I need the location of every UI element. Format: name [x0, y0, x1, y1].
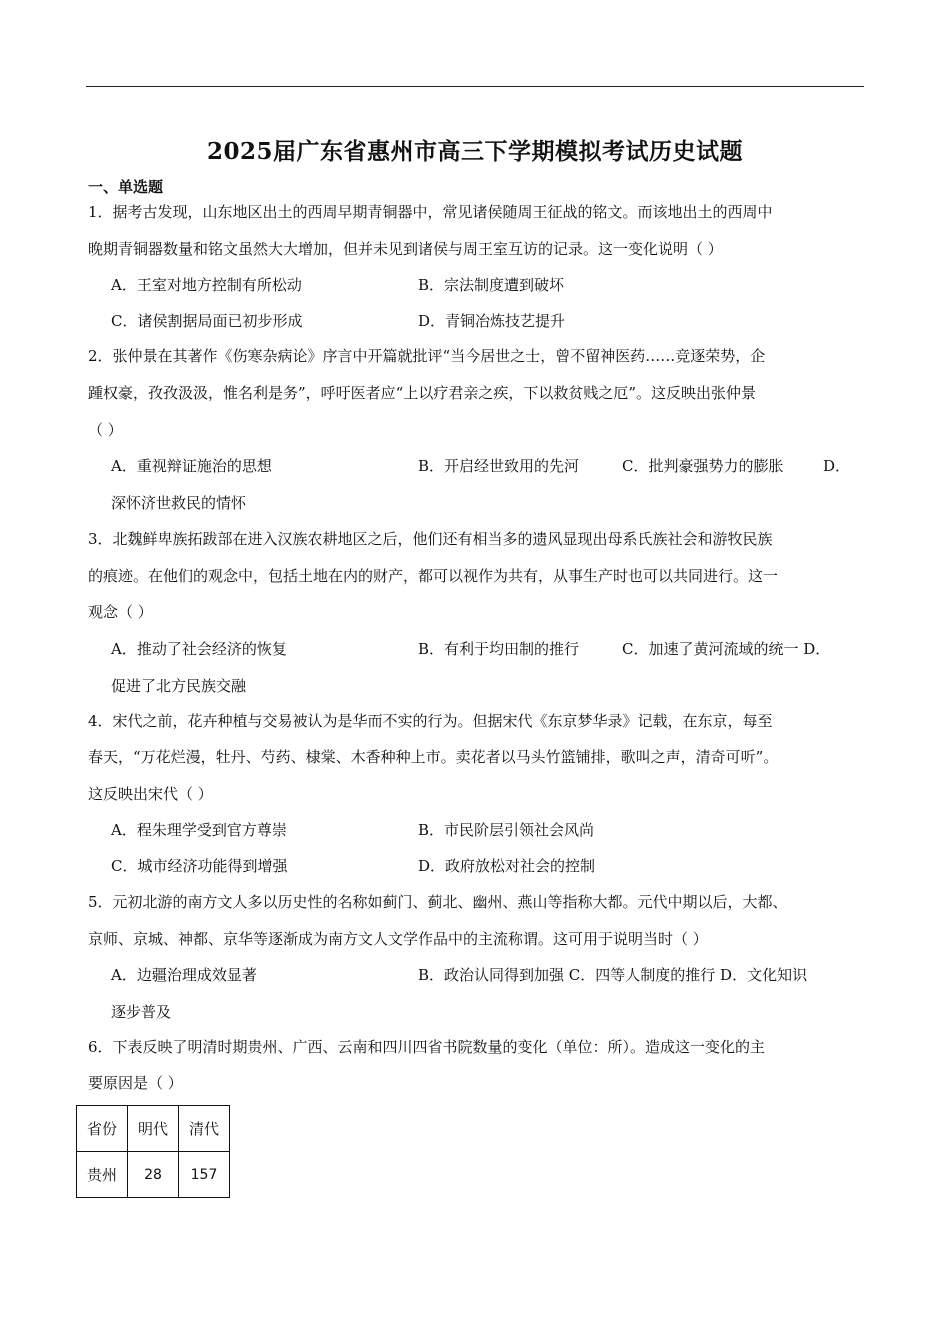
top-rule — [86, 86, 864, 87]
q4-option-b: B．市民阶层引领社会风尚 — [418, 821, 595, 839]
q6-stem-line-2: 要原因是（ ） — [88, 1074, 183, 1092]
q3-option-b: B．有利于均田制的推行 — [418, 640, 580, 658]
q4-option-c: C．城市经济功能得到增强 — [111, 857, 288, 875]
academy-count-table — [76, 1105, 230, 1198]
q3-stem-line-2: 的痕迹。在他们的观念中，包括土地在内的财产，都可以视作为共有，从事生产时也可以共同进行。这一 — [88, 567, 779, 585]
q4-stem-line-2: 春天，“万花烂漫，牡丹、芍药、棣棠、木香种种上市。卖花者以马头竹篮铺排，歌叫之声，清奇可听”。 — [88, 748, 779, 766]
table-header-cell: 明代 — [128, 1106, 179, 1152]
table-header-row — [77, 1106, 230, 1152]
q2-option-d: 深怀济世救民的情怀 — [111, 494, 247, 512]
page-title: 2025届广东省惠州市高三下学期模拟考试历史试题 — [206, 138, 743, 165]
q3-option-d: 促进了北方民族交融 — [111, 677, 247, 695]
table-cell: 157 — [179, 1152, 230, 1198]
q3-option-c: C．加速了黄河流域的统一 D． — [622, 640, 831, 658]
q2-stem-line-3: （ ） — [88, 421, 123, 439]
q4-stem-line-3: 这反映出宋代（ ） — [88, 785, 213, 803]
q1-option-c: C．诸侯割据局面已初步形成 — [111, 312, 303, 330]
table-cell: 贵州 — [77, 1152, 128, 1198]
q1-stem-line-2: 晚期青铜器数量和铭文虽然大大增加，但并未见到诸侯与周王室互访的记录。这一变化说明（ ） — [88, 240, 723, 258]
q5-stem-line-1: 5．元初北游的南方文人多以历史性的名称如蓟门、蓟北、幽州、燕山等指称大都。元代中期以后，大都、 — [88, 893, 788, 911]
q3-stem-line-3: 观念（ ） — [88, 603, 153, 621]
q1-stem-line-1: 1．据考古发现，山东地区出土的西周早期青铜器中，常见诸侯随周王征战的铭文。而该地出土的西周中 — [88, 203, 773, 221]
q2-option-d-letter: D． — [823, 457, 851, 475]
table-row — [77, 1152, 230, 1198]
q1-option-a: A．王室对地方控制有所松动 — [111, 276, 302, 294]
q6-stem-line-1: 6．下表反映了明清时期贵州、广西、云南和四川四省书院数量的变化（单位：所）。造成这一变化的主 — [88, 1038, 766, 1056]
q2-option-a: A．重视辩证施治的思想 — [111, 457, 272, 475]
q3-option-a: A．推动了社会经济的恢复 — [111, 640, 287, 658]
q3-stem-line-1: 3．北魏鲜卑族拓跋部在进入汉族农耕地区之后，他们还有相当多的遗风显现出母系氏族社会和游牧民族 — [88, 530, 773, 548]
q5-option-b-c-d: B．政治认同得到加强 C．四等人制度的推行 D．文化知识 — [418, 966, 808, 984]
q4-stem-line-1: 4．宋代之前，花卉种植与交易被认为是华而不实的行为。但据宋代《东京梦华录》记载，在东京，每至 — [88, 712, 773, 730]
q5-stem-line-2: 京师、京城、神都、京华等逐渐成为南方文人文学作品中的主流称谓。这可用于说明当时（ ） — [88, 930, 708, 948]
q2-option-b: B．开启经世致用的先河 — [418, 457, 580, 475]
q5-option-a: A．边疆治理成效显著 — [111, 966, 257, 984]
table-header-cell: 清代 — [179, 1106, 230, 1152]
section-heading: 一、单选题 — [88, 178, 164, 196]
table-cell: 28 — [128, 1152, 179, 1198]
table-header-cell: 省份 — [77, 1106, 128, 1152]
q4-option-a: A．程朱理学受到官方尊崇 — [111, 821, 287, 839]
q2-stem-line-1: 2．张仲景在其著作《伤寒杂病论》序言中开篇就批评“当今居世之士，曾不留神医药……竞逐荣势，企 — [88, 347, 766, 365]
q2-option-c: C．批判豪强势力的膨胀 — [622, 457, 784, 475]
q2-stem-line-2: 踵权豪，孜孜汲汲，惟名利是务”，呼吁医者应“上以疗君亲之疾，下以救贫贱之厄”。这反映出张仲景 — [88, 384, 757, 402]
q4-option-d: D．政府放松对社会的控制 — [418, 857, 596, 875]
q1-option-b: B．宗法制度遭到破坏 — [418, 276, 565, 294]
q5-option-d: 逐步普及 — [111, 1003, 172, 1021]
q1-option-d: D．青铜冶炼技艺提升 — [418, 312, 566, 330]
